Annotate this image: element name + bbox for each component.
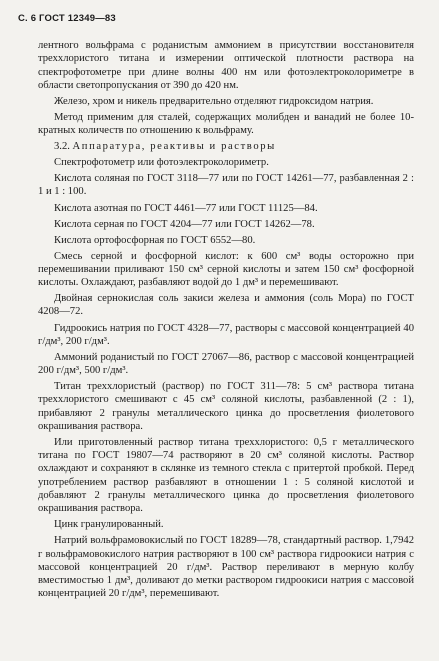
- page-header: С. 6 ГОСТ 12349—83: [18, 13, 116, 24]
- paragraph: Титан треххлористый (раствор) по ГОСТ 311—78: 5 см³ раствора титана треххлористого смешивают с 45 см³ соляной кислоты, разбавленной (2 : 1), прибавляют 2 гранулы металлического цинка до просветления фиолетового окрашивания раствора.: [38, 381, 414, 432]
- section-heading: [38, 140, 414, 153]
- document-body: [38, 39, 414, 603]
- paragraph: Метод применим для сталей, содержащих молибден и ванадий не более 10-кратных количеств по отношению к вольфраму.: [38, 111, 414, 137]
- paragraph: лентного вольфрама с роданистым аммонием в присутствии восстановителя треххлористого титана и измерении оптической плотности раствора на спектрофотометре при длине волны 400 нм или фотоэлектроколориметре в области светопропускания от 390 до 420 нм.: [38, 40, 414, 91]
- paragraph: Гидроокись натрия по ГОСТ 4328—77, растворы с массовой концентрацией 40 г/дм³, 200 г/дм³.: [38, 322, 414, 347]
- section-title: Аппаратура, реактивы и растворы: [72, 141, 276, 153]
- paragraph: Спектрофотометр или фотоэлектроколориметр.: [54, 157, 269, 169]
- paragraph: Натрий вольфрамовокислый по ГОСТ 18289—78, стандартный раствор. 1,7942 г вольфрамовокислого натрия растворяют в 100 см³ раствора гидроокиси натрия с массовой концентрацией 20 г/дм³. Раствор переливают в мерную колбу вместимостью 1 дм³, доливают до метки раствором гидроокиси натрия с массовой концентрацией 20 г/дм³, перемешивают.: [38, 535, 414, 600]
- paragraph: Кислота серная по ГОСТ 4204—77 или ГОСТ 14262—78.: [54, 218, 315, 230]
- paragraph: Смесь серной и фосфорной кислот: к 600 см³ воды осторожно при перемешивании приливают 150 см³ серной кислоты и затем 150 см³ фосфорной кислоты. Охлаждают, разбавляют водой до 1 дм³ и перемешивают.: [38, 250, 414, 289]
- paragraph: Кислота соляная по ГОСТ 3118—77 или по ГОСТ 14261—77, разбавленная 2 : 1 и 1 : 100.: [38, 173, 414, 198]
- paragraph: Двойная сернокислая соль закиси железа и аммония (соль Мора) по ГОСТ 4208—72.: [38, 293, 414, 318]
- paragraph: Железо, хром и никель предварительно отделяют гидроксидом натрия.: [54, 95, 374, 107]
- paragraph: Кислота азотная по ГОСТ 4461—77 или ГОСТ 11125—84.: [54, 202, 318, 214]
- paragraph: Или приготовленный раствор титана треххлористого: 0,5 г металлического титана по ГОСТ 19807—74 растворяют в 20 см³ соляной кислоты. Раствор охлаждают и сохраняют в склянке из темного стекла с притертой пробкой. Перед употреблением раствор разбавляют в отношении 1 : 5 соляной кислотой и добавляют 2 гранулы металлического цинка до просветления фиолетового окрашивания раствора.: [38, 436, 414, 515]
- paragraph: Аммоний роданистый по ГОСТ 27067—86, раствор с массовой концентрацией 200 г/дм³, 500 г/дм³.: [38, 351, 414, 377]
- paragraph: Кислота ортофосфорная по ГОСТ 6552—80.: [54, 234, 256, 246]
- paragraph: Цинк гранулированный.: [54, 519, 164, 531]
- section-number: 3.2.: [54, 141, 70, 153]
